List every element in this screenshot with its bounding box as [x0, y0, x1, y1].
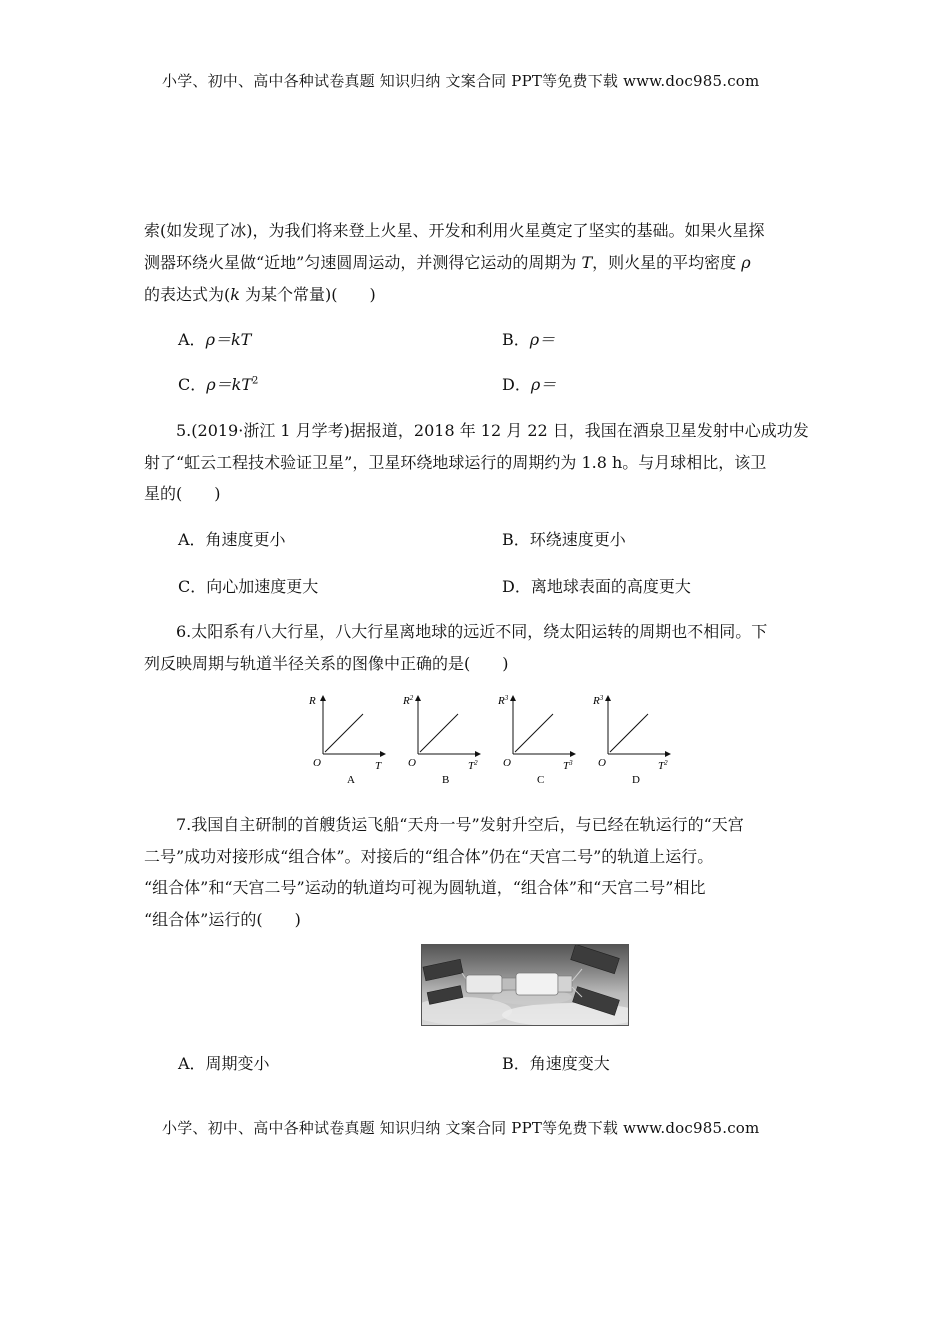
q6-graphs-figure: [305, 690, 685, 788]
q7-line-4: “组合体”运行的( ): [144, 910, 301, 929]
q4-line-2-text-2: ，则火星的平均密度: [592, 253, 742, 272]
q6-graph-a-label: A: [347, 774, 355, 786]
q6-line-2: 列反映周期与轨道半径关系的图像中正确的是( ): [144, 654, 509, 673]
q6-graph-b-origin: O: [408, 757, 416, 769]
q4-period-symbol: T: [581, 253, 593, 272]
q5-line-1: 5.(2019·浙江 1 月学考)据报道，2018 年 12 月 22 日，我国在酒泉卫星发射中心成功发: [176, 421, 809, 440]
q6-graph-d-x-label: $T^2$: [658, 759, 668, 772]
q7-option-b: B．角速度变大: [502, 1054, 610, 1073]
spacecraft-photo: [421, 944, 629, 1026]
q5-line-3: 星的( ): [144, 484, 221, 503]
q6-graph-b-x-label: $T^2$: [468, 759, 478, 772]
q6-graph-b-label: B: [442, 774, 450, 786]
q6-graph-a: [308, 695, 385, 786]
q4-option-c: [178, 372, 258, 395]
spacecraft-illustration: [422, 945, 628, 1025]
q6-graph-c: [497, 694, 575, 786]
q4-line-3-text: 的表达式为(: [144, 285, 231, 304]
q4-constant-symbol: k: [230, 285, 240, 304]
q4-line-2-text: 测器环绕火星做“近地”匀速圆周运动，并测得它运动的周期为: [144, 253, 582, 272]
q4-option-c-label: C．: [178, 375, 207, 394]
q4-option-a-text: ρ＝kT: [205, 330, 252, 349]
q6-graph-a-x-label: T: [375, 760, 382, 772]
q4-line-2: [144, 250, 751, 273]
page-header: 小学、初中、高中各种试卷真题 知识归纳 文案合同 PPT等免费下载 www.doc985.com: [162, 72, 760, 90]
q6-graph-d-label: D: [632, 774, 640, 786]
q5-option-a: A．角速度更小: [178, 530, 286, 549]
q6-graph-c-y-label: $R^3$: [498, 694, 509, 707]
q6-graph-d-y-label: $R^3$: [593, 694, 604, 707]
q4-density-symbol: ρ: [741, 253, 751, 272]
q4-line-1: 索(如发现了冰)，为我们将来登上火星、开发和利用火星奠定了坚实的基础。如果火星探: [144, 221, 765, 240]
q6-graph-d-origin: O: [598, 757, 606, 769]
q6-graph-a-y-label: R: [309, 695, 316, 707]
q4-option-b-label: B．: [502, 330, 530, 349]
page-footer: 小学、初中、高中各种试卷真题 知识归纳 文案合同 PPT等免费下载 www.doc985.com: [162, 1119, 760, 1137]
q5-option-c: C．向心加速度更大: [178, 577, 319, 596]
q4-option-b-text: ρ＝: [529, 330, 556, 349]
q6-graph-b-y-label: $R^2$: [403, 694, 414, 707]
q6-graph-d: [592, 694, 670, 786]
q4-option-c-exponent: 2: [252, 375, 259, 387]
q4-option-d-text: ρ＝: [530, 375, 557, 394]
q7-line-1: 7.我国自主研制的首艘货运飞船“天舟一号”发射升空后，与已经在轨运行的“天宫: [176, 815, 744, 834]
q4-option-c-text: ρ＝kT: [206, 375, 253, 394]
q5-line-2: 射了“虹云工程技术验证卫星”，卫星环绕地球运行的周期约为 1.8 h。与月球相比，该卫: [144, 453, 767, 472]
q4-line-3: [144, 282, 376, 305]
q5-option-b: B．环绕速度更小: [502, 530, 626, 549]
q7-line-2: 二号”成功对接形成“组合体”。对接后的“组合体”仍在“天宫二号”的轨道上运行。: [144, 847, 714, 866]
q6-line-1: 6.太阳系有八大行星，八大行星离地球的远近不同，绕太阳运转的周期也不相同。下: [176, 622, 768, 641]
q6-graph-c-x-label: $T^3$: [563, 759, 573, 772]
q4-option-d: [502, 372, 556, 395]
q7-line-3: “组合体”和“天宫二号”运动的轨道均可视为圆轨道，“组合体”和“天宫二号”相比: [144, 878, 706, 897]
q4-option-b: [502, 327, 555, 350]
q6-graph-a-origin: O: [313, 757, 321, 769]
q6-graph-b: [402, 694, 480, 786]
q4-option-d-label: D．: [502, 375, 531, 394]
q4-line-3-text-2: 为某个常量)( ): [239, 285, 376, 304]
q6-graph-c-origin: O: [503, 757, 511, 769]
q7-option-a: A．周期变小: [178, 1054, 270, 1073]
q4-option-a: [178, 327, 251, 350]
q6-graph-c-label: C: [537, 774, 545, 786]
q5-option-d: D．离地球表面的高度更大: [502, 577, 691, 596]
q4-option-a-label: A．: [178, 330, 206, 349]
